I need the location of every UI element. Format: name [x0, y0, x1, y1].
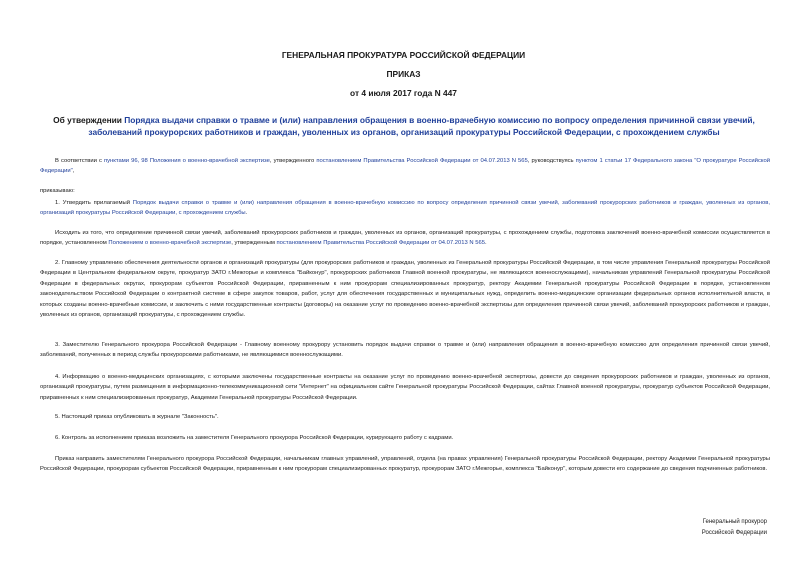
document-date-number: от 4 июля 2017 года N 447: [350, 88, 457, 98]
link-procedure[interactable]: Порядок выдачи справки о травме и (или) направления обращения в военно-врачебную комиссию по вопросу определения причинной связи увечий, заболеваний прокурорских работников и граждан, уволенных из органов, организаций прокуратуры Российской Федерации, с прохождением службы: [40, 200, 770, 217]
item-1-end: .: [245, 210, 248, 217]
order-word: приказываю:: [40, 188, 75, 194]
basis-text-2: , утвержденным: [231, 240, 277, 247]
signature-org: Российской Федерации: [701, 530, 767, 536]
organization-heading: ГЕНЕРАЛЬНАЯ ПРОКУРАТУРА РОССИЙСКОЙ ФЕДЕРАЦИИ: [281, 50, 526, 60]
preamble-text-1: В соответствии с: [55, 158, 104, 164]
item-1-paragraph: [40, 198, 770, 219]
title-prefix: Об утверждении: [53, 115, 125, 125]
item-6-paragraph: 6. Контроль за исполнением приказа возложить на заместителя Генерального прокурора Российской Федерации, курирующего работу с кадрами.: [55, 435, 454, 441]
item-4-paragraph: 4. Информацию о военно-медицинских организациях, с которыми заключены государственные контракты на оказание услуг по проведению военно-врачебной экспертизы, довести до сведения прокурорских работников и граждан, уволенных из органов, организаций прокуратуры, путем размещения в информационно-телекоммуникационной сети "Интернет" на официальном сайте Генеральной прокуратуры Российской Федерации, сайтах Главной военной прокуратуры, прокуратур субъектов Российской Федерации, приравненных к ним специализированных прокуратур, Академии Генеральной прокуратуры Российской Федерации.: [40, 374, 770, 401]
preamble-text-2: , утвержденного: [269, 158, 317, 164]
signature-title: Генеральный прокурор: [702, 519, 767, 525]
item-5-paragraph: 5. Настоящий приказ опубликовать в журнале "Законность".: [55, 414, 219, 420]
link-federal-law[interactable]: пунктом 1 статьи 17 Федерального закона "О прокуратуре Российской Федерации": [40, 158, 771, 175]
link-government-decree[interactable]: постановлением Правительства Российской Федерации от 04.07.2013 N 565: [316, 158, 528, 164]
item-2-paragraph: 2. Главному управлению обеспечения деятельности органов и организаций прокуратуры (для прокурорских работников и граждан, уволенных из Генеральной прокуратуры Российской Федерации, в том числе управления Генеральной прокуратуры Российской Федерации в Центральном федеральном округе, прокуратур ЗАТО г.Межгорье и комплекса "Байконур", прокурорских работников Главной военной прокуратуры, не являющихся военнослужащими), начальникам управлений Генеральной прокуратуры Российской Федерации в федеральных округах, прокурорам субъектов Российской Федерации, приравненным к ним прокурорам специализированных прокуратур, ректору Академии Генеральной прокуратуры Российской Федерации в порядке, установленном законодательством Российской Федерации о контрактной системе в сфере закупок товаров, работ, услуг для обеспечения государственных и муниципальных нужд, определить военно-медицинские организации федеральных органов исполнительной власти, в которых созданы военно-врачебные комиссии, и заключить с ними государственные контракты (договоры) на оказание услуг по проведению военно-врачебной экспертизы для определения причинной связи увечий, заболеваний прокурорских работников и граждан, уволенных из органов, организаций прокуратуры, с прохождением службы.: [40, 260, 770, 319]
link-regulation-points[interactable]: пунктами 96, 98 Положения о военно-врачебной экспертизе: [103, 158, 270, 164]
signature-block: [702, 517, 767, 539]
preamble-text-3: , руководствуясь: [527, 158, 576, 164]
item-1-text: 1. Утвердить прилагаемый: [55, 200, 133, 206]
preamble-paragraph: [40, 156, 770, 177]
basis-paragraph: [40, 228, 770, 249]
link-regulation[interactable]: Положением о военно-врачебной экспертизе: [108, 240, 232, 247]
document-type: ПРИКАЗ: [386, 69, 421, 79]
basis-text-1: Исходить из того, что определение причинной связи увечий, заболеваний прокурорских работников и граждан, уволенных из органов, организаций прокуратуры, с прохождением службы, подготовка заключений военно-врачебной комиссии осуществляется в порядке, установленном: [40, 230, 770, 247]
link-decree-2[interactable]: постановлением Правительства Российской Федерации от 04.07.2013 N 565: [276, 240, 485, 247]
preamble-text-4: ,: [72, 168, 75, 175]
item-3-paragraph: 3. Заместителю Генерального прокурора Российской Федерации - Главному военному прокурору установить порядок выдачи справки о травме и (или) направления обращения в военно-врачебную комиссию для определения причинной связи увечий, заболеваний, полученных в период службы прокурорскими работниками, не являющимися военнослужащими.: [40, 342, 770, 359]
basis-text-3: .: [484, 240, 487, 247]
title-link[interactable]: Порядка выдачи справки о травме и (или) направления обращения в военно-врачебную комиссию по вопросу определения причинной связи увечий, заболеваний прокурорских работников и граждан, уволенных из органов, организаций прокуратуры Российской Федерации, с прохождением службы: [88, 115, 755, 137]
distribution-paragraph: Приказ направить заместителям Генерального прокурора Российской Федерации, начальникам главных управлений, управлений, отдела (на правах управления) Генеральной прокуратуры Российской Федерации, ректору Академии Генеральной прокуратуры Российской Федерации, прокурорам субъектов Российской Федерации, приравненным к ним прокурорам специализированных прокуратур, прокурорам ЗАТО г.Межгорье, комплекса "Байконур", которым довести его содержание до сведения подчиненных работников.: [40, 456, 770, 473]
document-title: [34, 114, 774, 138]
